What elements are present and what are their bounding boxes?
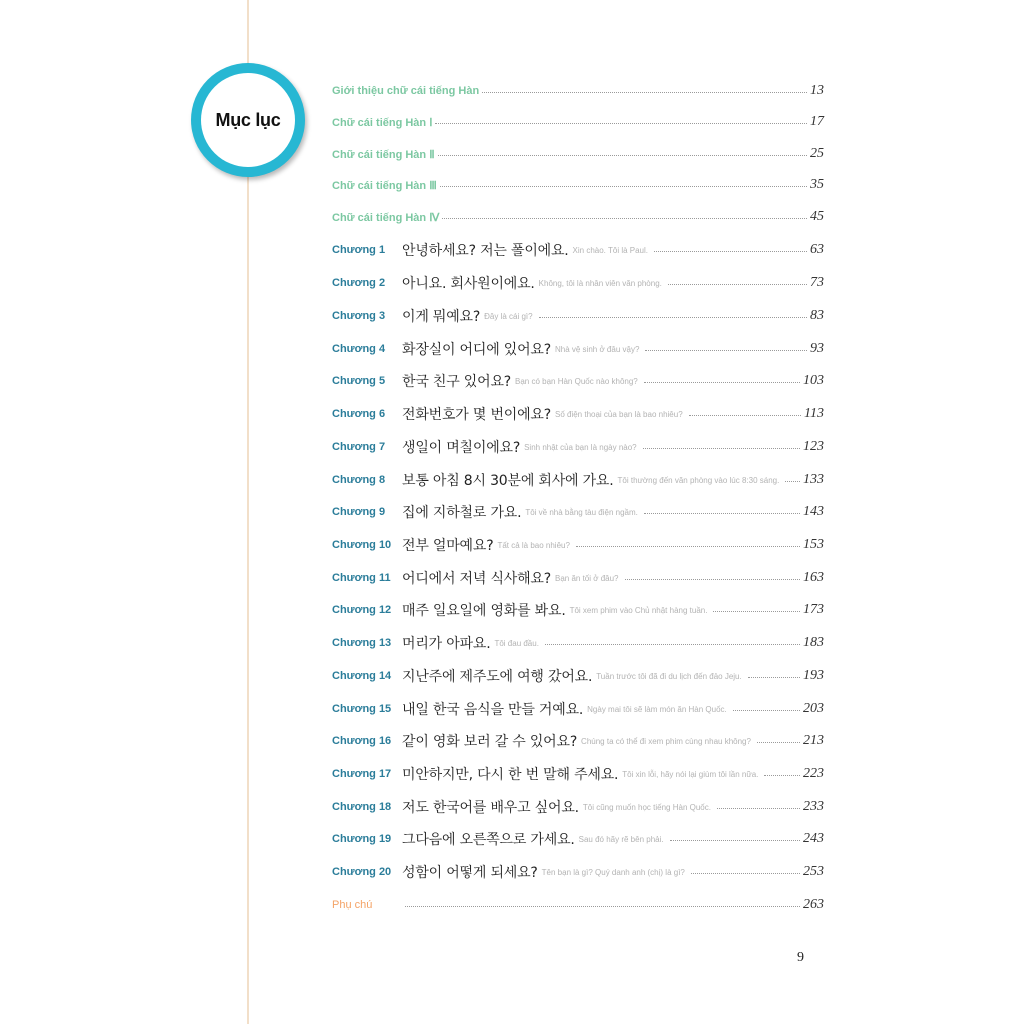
toc-title: Mục lục [215, 109, 281, 130]
toc-entry-chapter[interactable] [332, 238, 824, 262]
chapter-label: Chương 14 [332, 670, 392, 682]
leader-dots [643, 447, 800, 449]
leader-dots [713, 610, 800, 612]
toc-entry-chapter[interactable] [332, 533, 824, 557]
leader-dots [440, 185, 807, 187]
entry-page: 183 [803, 635, 824, 650]
entry-page: 253 [803, 864, 824, 879]
entry-page: 123 [803, 439, 824, 454]
chapter-korean-title: 매주 일요일에 영화를 봐요. [402, 603, 566, 619]
toc-entry-chapter[interactable] [332, 468, 824, 492]
chapter-korean-title: 보통 아침 8시 30분에 회사에 가요. [402, 473, 614, 489]
entry-label: Chữ cái tiếng Hàn Ⅲ [332, 179, 437, 192]
chapter-korean-title: 한국 친구 있어요? [402, 374, 511, 390]
chapter-korean-title: 내일 한국 음식을 만들 거예요. [402, 702, 584, 718]
chapter-korean-title: 이게 뭐예요? [402, 309, 481, 325]
toc-entry-chapter[interactable] [332, 304, 824, 328]
chapter-vietnamese-translation: Tôi xem phim vào Chủ nhật hàng tuần. [569, 605, 708, 615]
chapter-label: Chương 11 [332, 572, 391, 584]
toc-entry-chapter[interactable] [332, 860, 824, 884]
toc-entry-chapter[interactable] [332, 435, 824, 459]
entry-page: 213 [803, 733, 824, 748]
leader-dots [733, 709, 800, 711]
leader-dots [539, 316, 807, 318]
leader-dots [482, 91, 807, 93]
entry-page: 35 [810, 177, 824, 192]
entry-label: Chữ cái tiếng Hàn Ⅱ [332, 148, 435, 161]
entry-page: 223 [803, 766, 824, 781]
toc-entry-chapter[interactable] [332, 369, 824, 393]
toc-entry-chapter[interactable] [332, 795, 824, 819]
chapter-korean-title: 성함이 어떻게 되세요? [402, 865, 538, 881]
chapter-vietnamese-translation: Tất cả là bao nhiêu? [497, 540, 570, 550]
chapter-korean-title: 미안하지만, 다시 한 번 말해 주세요. [402, 767, 619, 783]
toc-title-badge-inner [201, 73, 295, 167]
leader-dots [644, 512, 800, 514]
chapter-vietnamese-translation: Tôi xin lỗi, hãy nói lại giùm tôi lần nữa. [622, 769, 759, 779]
entry-page: 243 [803, 831, 824, 846]
leader-dots [654, 250, 807, 252]
chapter-label: Chương 12 [332, 604, 392, 616]
entry-label: Chữ cái tiếng Hàn Ⅰ [332, 116, 433, 129]
entry-page: 143 [803, 504, 824, 519]
chapter-label: Chương 13 [332, 637, 392, 649]
entry-page: 83 [810, 308, 824, 323]
leader-dots [405, 905, 800, 907]
chapter-label: Chương 8 [332, 474, 386, 486]
leader-dots [442, 217, 807, 219]
entry-page: 93 [810, 341, 824, 356]
chapter-label: Chương 1 [332, 244, 386, 256]
entry-page: 233 [803, 799, 824, 814]
leader-dots [644, 381, 800, 383]
entry-page: 203 [803, 701, 824, 716]
entry-page: 113 [804, 406, 824, 421]
toc-entry-chapter[interactable] [332, 598, 824, 622]
leader-dots [670, 839, 800, 841]
chapter-korean-title: 전화번호가 몇 번이에요? [402, 407, 551, 423]
chapter-korean-title: 아니요. 회사원이에요. [402, 276, 535, 292]
entry-label: Chữ cái tiếng Hàn Ⅳ [332, 211, 440, 224]
chapter-vietnamese-translation: Bạn có bạn Hàn Quốc nào không? [515, 376, 638, 386]
chapter-vietnamese-translation: Số điện thoại của bạn là bao nhiêu? [554, 409, 683, 419]
chapter-label: Chương 19 [332, 833, 392, 845]
entry-page: 193 [803, 668, 824, 683]
chapter-vietnamese-translation: Tôi đau đầu. [494, 638, 539, 648]
chapter-korean-title: 지난주에 제주도에 여행 갔어요. [402, 669, 593, 685]
toc-entry-intro[interactable] [332, 173, 824, 197]
chapter-label: Chương 20 [332, 866, 392, 878]
chapter-label: Chương 17 [332, 768, 392, 780]
leader-dots [576, 545, 800, 547]
chapter-vietnamese-translation: Không, tôi là nhân viên văn phòng. [538, 278, 662, 288]
leader-dots [438, 154, 807, 156]
chapter-label: Chương 7 [332, 441, 386, 453]
chapter-korean-title: 어디에서 저녁 식사해요? [402, 571, 551, 587]
entry-page: 163 [803, 570, 824, 585]
chapter-label: Chương 15 [332, 703, 392, 715]
chapter-vietnamese-translation: Đây là cái gì? [484, 311, 533, 321]
toc-entry-intro[interactable] [332, 79, 824, 103]
chapter-vietnamese-translation: Tôi cũng muốn học tiếng Hàn Quốc. [582, 802, 711, 812]
leader-dots [625, 578, 801, 580]
entry-page: 263 [803, 897, 824, 912]
toc-entry-chapter[interactable] [332, 697, 824, 721]
chapter-label: Chương 2 [332, 277, 386, 289]
chapter-label: Chương 16 [332, 735, 392, 747]
toc-entry-chapter[interactable] [332, 762, 824, 786]
chapter-label: Chương 3 [332, 310, 386, 322]
toc-title-badge [191, 63, 305, 177]
chapter-label: Chương 9 [332, 506, 386, 518]
chapter-korean-title: 저도 한국어를 배우고 싶어요. [402, 800, 579, 816]
toc-entry-intro[interactable] [332, 142, 824, 166]
chapter-label: Chương 4 [332, 343, 386, 355]
chapter-korean-title: 그다음에 오른쪽으로 가세요. [402, 832, 575, 848]
appendix-label: Phụ chú [332, 899, 373, 911]
chapter-korean-title: 생일이 며칠이에요? [402, 440, 521, 456]
leader-dots [757, 741, 800, 743]
leader-dots [785, 480, 800, 482]
entry-page: 25 [810, 146, 824, 161]
chapter-korean-title: 화장실이 어디에 있어요? [402, 342, 551, 358]
toc-entry-intro[interactable] [332, 205, 824, 229]
leader-dots [748, 676, 800, 678]
chapter-korean-title: 머리가 아파요. [402, 636, 491, 652]
entry-page: 63 [810, 242, 824, 257]
toc-entry-chapter[interactable] [332, 631, 824, 655]
chapter-vietnamese-translation: Ngày mai tôi sẽ làm món ăn Hàn Quốc. [587, 704, 727, 714]
chapter-korean-title: 집에 지하철로 가요. [402, 505, 522, 521]
chapter-vietnamese-translation: Tuần trước tôi đã đi du lịch đến đảo Jeju. [596, 671, 742, 681]
entry-page: 13 [810, 83, 824, 98]
chapter-korean-title: 전부 얼마예요? [402, 538, 494, 554]
entry-page: 133 [803, 472, 824, 487]
leader-dots [691, 872, 800, 874]
toc-entry-chapter[interactable] [332, 271, 824, 295]
toc-entry-chapter[interactable] [332, 500, 824, 524]
chapter-vietnamese-translation: Xin chào. Tôi là Paul. [572, 245, 648, 255]
chapter-korean-title: 같이 영화 보러 갈 수 있어요? [402, 734, 578, 750]
toc-entry-chapter[interactable] [332, 566, 824, 590]
chapter-label: Chương 5 [332, 375, 386, 387]
entry-page: 103 [803, 373, 824, 388]
chapter-label: Chương 18 [332, 801, 392, 813]
leader-dots [645, 349, 807, 351]
toc-entry-chapter[interactable] [332, 729, 824, 753]
entry-page: 173 [803, 602, 824, 617]
entry-page: 45 [810, 209, 824, 224]
entry-page: 17 [810, 114, 824, 129]
chapter-korean-title: 안녕하세요? 저는 폴이에요. [402, 243, 569, 259]
leader-dots [717, 807, 800, 809]
chapter-vietnamese-translation: Tôi về nhà bằng tàu điện ngầm. [525, 507, 638, 517]
chapter-vietnamese-translation: Bạn ăn tối ở đâu? [554, 573, 619, 583]
chapter-vietnamese-translation: Sau đó hãy rẽ bên phải. [578, 834, 664, 844]
entry-label: Giới thiệu chữ cái tiếng Hàn [332, 85, 480, 97]
chapter-vietnamese-translation: Tên bạn là gì? Quý danh anh (chị) là gì? [541, 867, 685, 877]
toc-entry-chapter[interactable] [332, 827, 824, 851]
toc-entry-chapter[interactable] [332, 337, 824, 361]
leader-dots [689, 414, 801, 416]
chapter-label: Chương 6 [332, 408, 386, 420]
toc-entry-appendix[interactable] [332, 893, 824, 917]
chapter-label: Chương 10 [332, 539, 392, 551]
chapter-vietnamese-translation: Sinh nhật của bạn là ngày nào? [524, 442, 637, 452]
chapter-vietnamese-translation: Nhà vệ sinh ở đâu vậy? [554, 344, 640, 354]
chapter-vietnamese-translation: Tôi thường đến văn phòng vào lúc 8:30 sáng. [617, 475, 780, 485]
leader-dots [545, 643, 800, 645]
toc-entry-chapter[interactable] [332, 402, 824, 426]
chapter-vietnamese-translation: Chúng ta có thể đi xem phim cùng nhau không? [581, 736, 751, 746]
leader-dots [668, 283, 807, 285]
entry-page: 73 [810, 275, 824, 290]
toc-entry-chapter[interactable] [332, 664, 824, 688]
leader-dots [764, 774, 800, 776]
page-number: 9 [797, 950, 804, 965]
leader-dots [435, 122, 807, 124]
entry-page: 153 [803, 537, 824, 552]
toc-entry-intro[interactable] [332, 110, 824, 134]
